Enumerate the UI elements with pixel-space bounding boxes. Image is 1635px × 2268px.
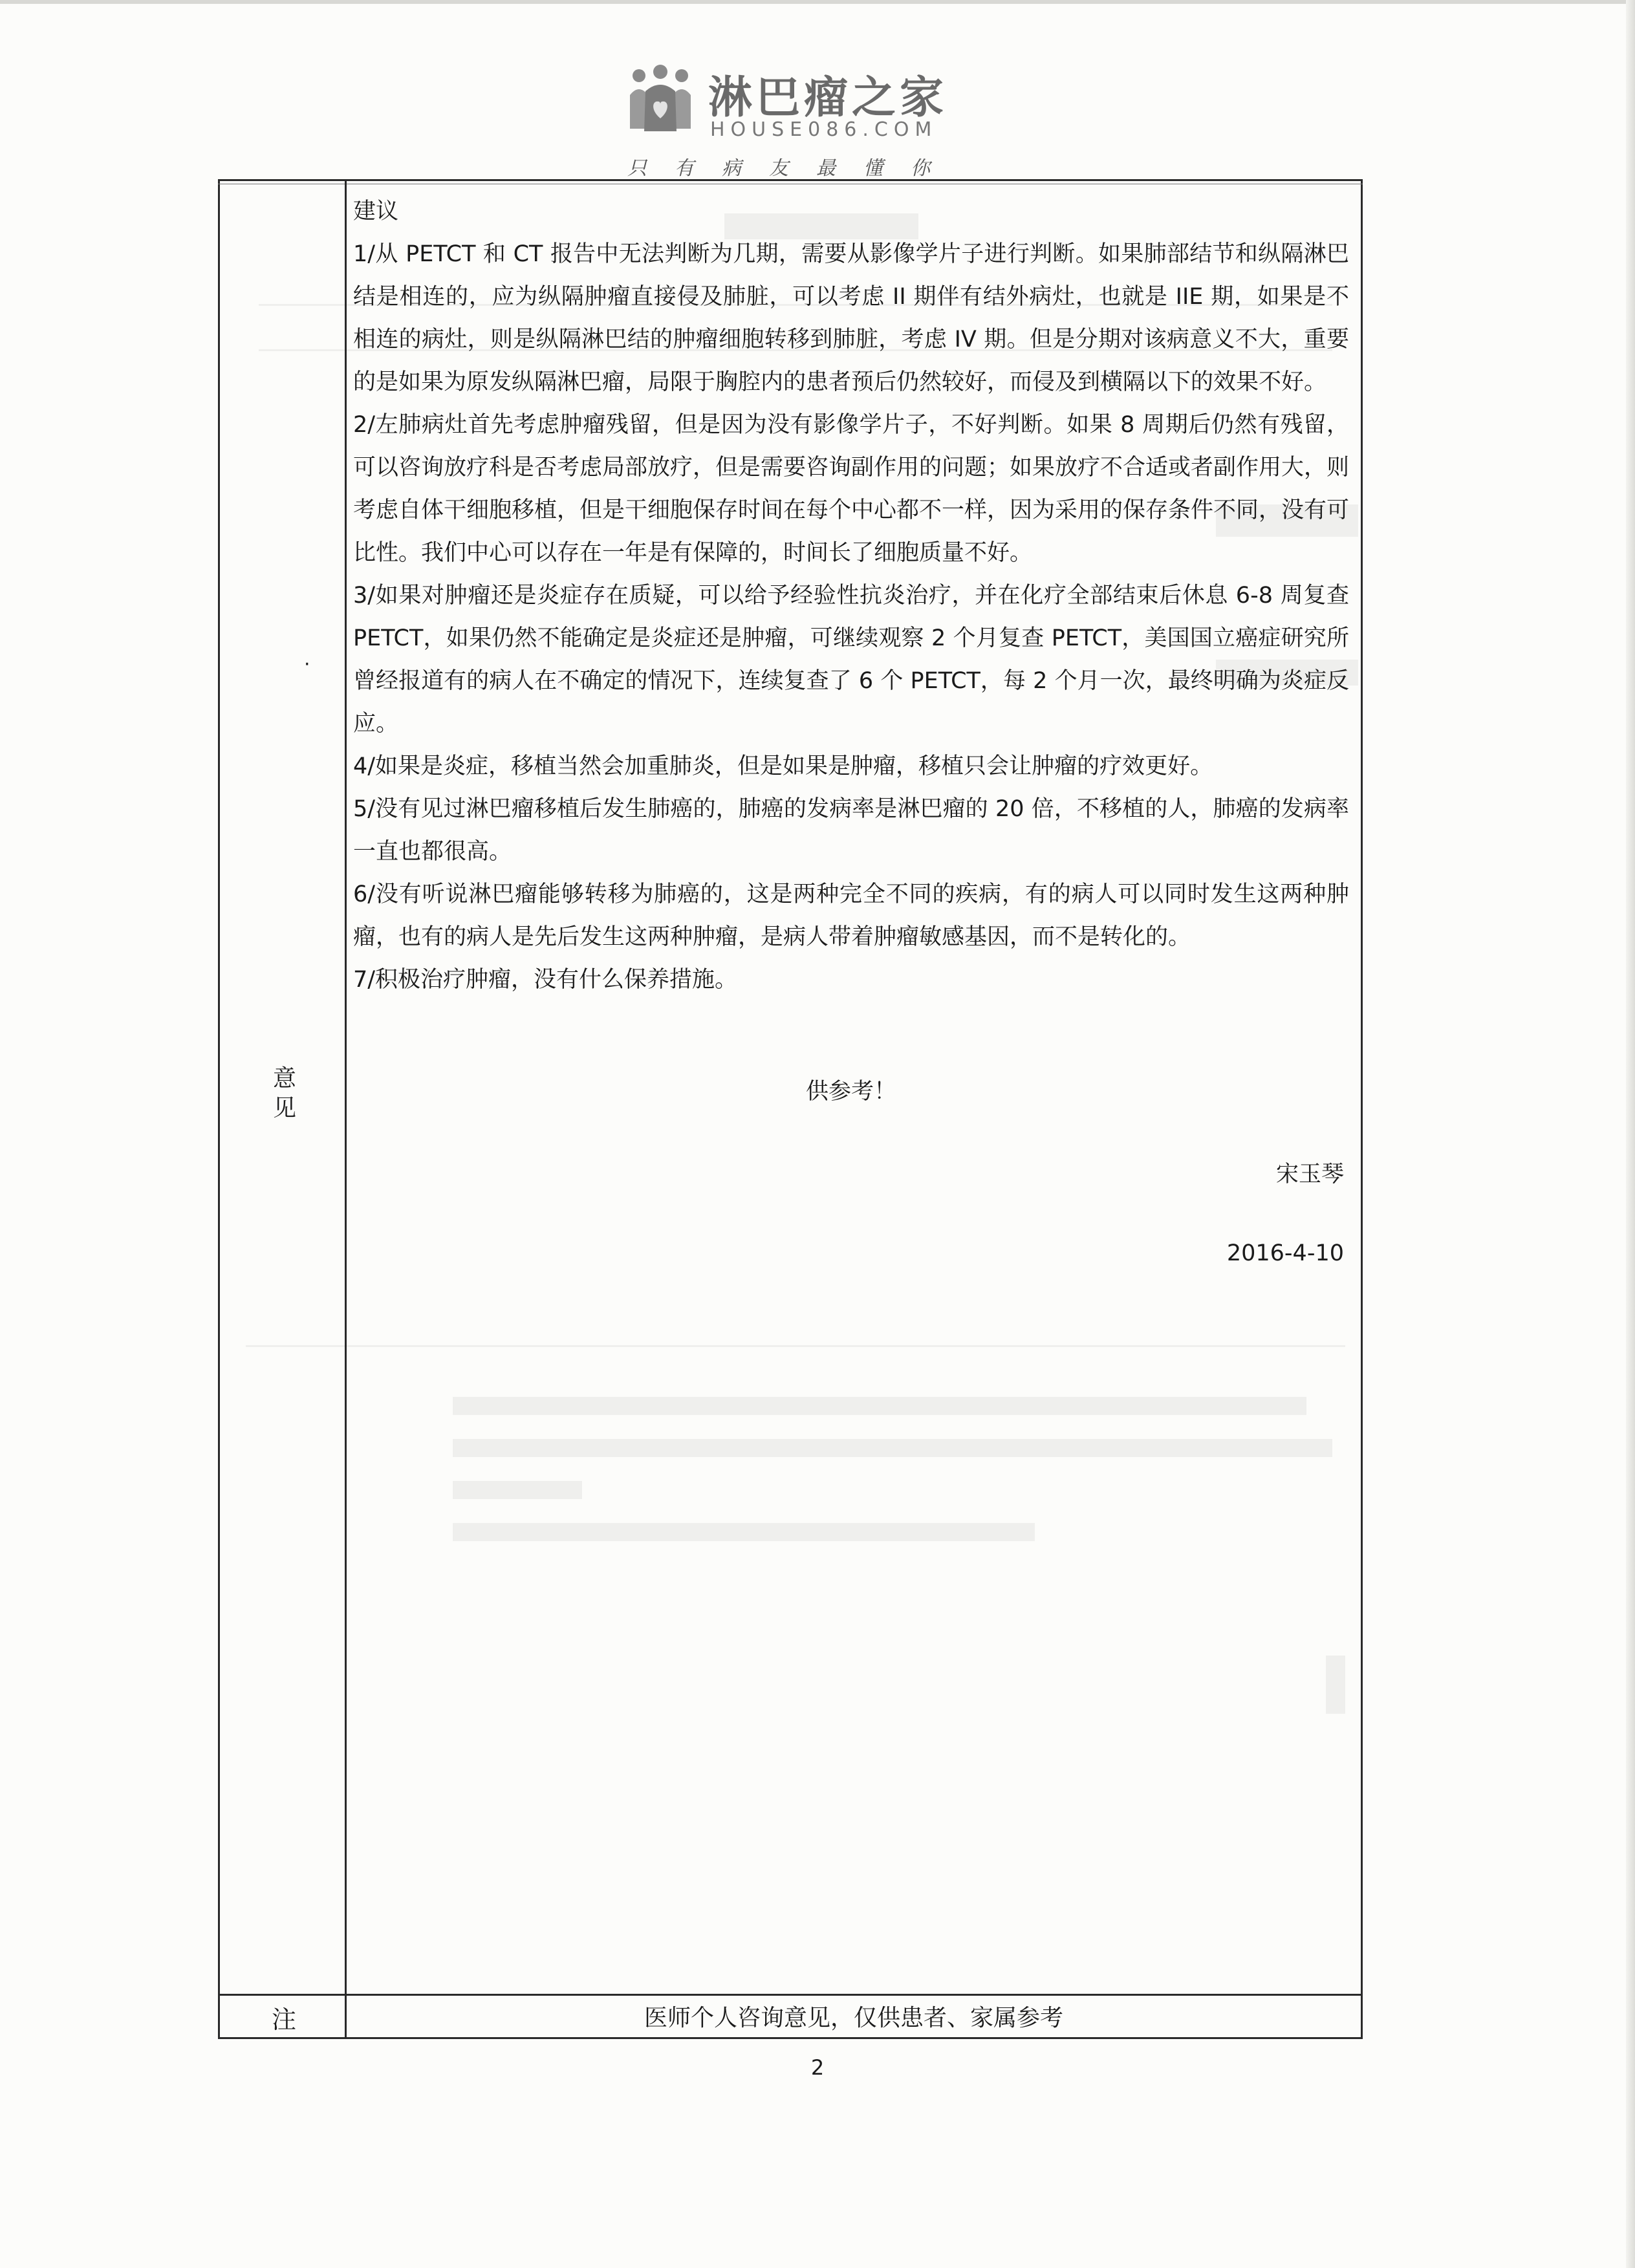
brand-slogan: 只有病友最懂你 <box>627 157 958 180</box>
advice-item-3: 3/如果对肿瘤还是炎症存在质疑，可以给予经验性抗炎治疗，并在化疗全部结束后休息 6-8 周复查 PETCT，如果仍然不能确定是炎症还是肿瘤，可继续观察 2 个月复查 PETCT，美国国立癌症研究所曾经报道有的病人在不确定的情况下，连续复查了 6 个 PETCT，每 2 个月一次，最终明确为炎症反应。 <box>353 583 1349 737</box>
opinion-content <box>353 190 1349 1001</box>
advice-heading: 建议 <box>353 199 399 224</box>
note-text: 医师个人咨询意见，仅供患者、家属参考 <box>644 2005 1063 2031</box>
opinion-label-char: 见 <box>272 1095 296 1121</box>
brand-name: 淋巴瘤之家 <box>708 72 948 124</box>
note-row-divider <box>218 1994 1363 1996</box>
header-logo <box>621 61 957 184</box>
advice-item-7: 7/积极治疗肿瘤，没有什么保养措施。 <box>353 967 738 993</box>
advice-item-2: 2/左肺病灶首先考虑肿瘤残留，但是因为没有影像学片子，不好判断。如果 8 周期后仍然有残留，可以咨询放疗科是否考虑局部放疗，但是需要咨询副作用的问题；如果放疗不合适或者副作用大，则考虑自体干细胞移植，但是干细胞保存时间在每个中心都不一样，因为采用的保存条件不同，没有可比性。我们中心可以存在一年是有保障的，时间长了细胞质量不好。 <box>353 412 1350 566</box>
opinion-label <box>272 1064 298 1123</box>
signature-date: 2016-4-10 <box>1226 1240 1344 1266</box>
column-divider <box>345 179 347 2039</box>
advice-item-4: 4/如果是炎症，移植当然会加重肺炎，但是如果是肿瘤，移植只会让肿瘤的疗效更好。 <box>353 753 1213 779</box>
scan-edge-shadow <box>1626 0 1635 2268</box>
signer-name: 宋玉琴 <box>1275 1161 1344 1187</box>
advice-item-1: 1/从 PETCT 和 CT 报告中无法判断为几期，需要从影像学片子进行判断。如果肺部结节和纵隔淋巴结是相连的，应为纵隔肿瘤直接侵及肺脏，可以考虑 II 期伴有结外病灶，也就是 IIE 期，如果是不相连的病灶，则是纵隔淋巴结的肿瘤细胞转移到肺脏，考虑 IV 期。但是分期对该病意义不大，重要的是如果为原发纵隔淋巴瘤，局限于胸腔内的患者预后仍然较好，而侵及到横隔以下的效果不好。 <box>353 241 1349 395</box>
page-number: 2 <box>810 2055 825 2080</box>
brand-domain: HOUSE086.COM <box>710 118 938 141</box>
advice-item-6: 6/没有听说淋巴瘤能够转移为肺癌的，这是两种完全不同的疾病，有的病人可以同时发生这两种肿瘤，也有的病人是先后发生这两种肿瘤，是病人带着肿瘤敏感基因，而不是转化的。 <box>353 881 1349 950</box>
family-heart-icon <box>625 64 696 135</box>
note-label: 注 <box>272 2005 297 2034</box>
stray-dot: · <box>304 653 310 676</box>
closing-remark: 供参考！ <box>805 1079 896 1105</box>
scan-edge <box>0 0 1635 4</box>
opinion-label-char: 意 <box>272 1065 296 1092</box>
advice-item-5: 5/没有见过淋巴瘤移植后发生肺癌的，肺癌的发病率是淋巴瘤的 20 倍，不移植的人，肺癌的发病率一直也都很高。 <box>353 796 1349 865</box>
